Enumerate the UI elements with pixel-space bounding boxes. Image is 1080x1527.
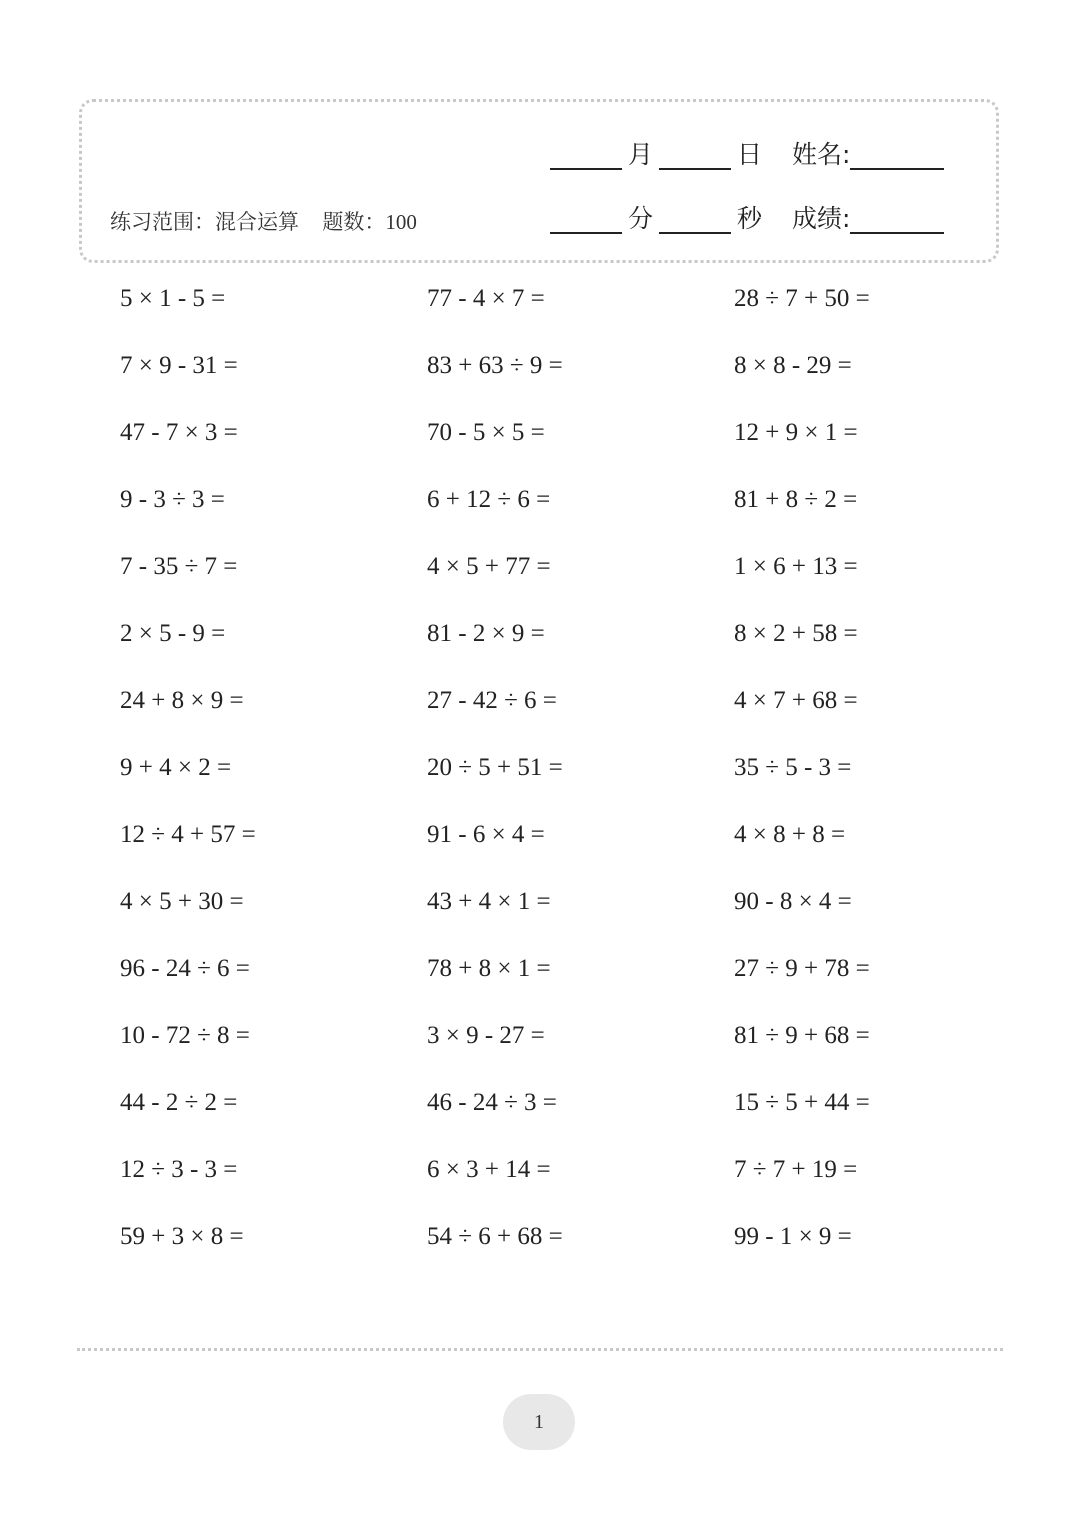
page-number: 1: [534, 1410, 544, 1433]
problem-item: 8 × 2 + 58 =: [734, 620, 858, 647]
name-label: 姓名:: [792, 140, 851, 169]
problem-item: 4 × 8 + 8 =: [734, 821, 846, 848]
problem-item: 96 - 24 ÷ 6 =: [120, 955, 250, 982]
second-blank[interactable]: [659, 202, 731, 234]
month-label: 月: [628, 140, 654, 169]
problem-item: 3 × 9 - 27 =: [427, 1022, 545, 1049]
problem-item: 70 - 5 × 5 =: [427, 419, 545, 446]
problem-item: 47 - 7 × 3 =: [120, 419, 238, 446]
problem-item: 83 + 63 ÷ 9 =: [427, 352, 563, 379]
problem-item: 27 ÷ 9 + 78 =: [734, 955, 870, 982]
problem-item: 20 ÷ 5 + 51 =: [427, 754, 563, 781]
second-label: 秒: [737, 204, 763, 233]
problem-item: 59 + 3 × 8 =: [120, 1223, 244, 1250]
score-label: 成绩:: [792, 204, 851, 233]
problem-item: 90 - 8 × 4 =: [734, 888, 852, 915]
problem-item: 24 + 8 × 9 =: [120, 687, 244, 714]
header-box: [79, 99, 999, 263]
day-blank[interactable]: [659, 138, 731, 170]
problem-item: 6 × 3 + 14 =: [427, 1156, 551, 1183]
practice-range-label: [110, 206, 417, 236]
problem-item: 77 - 4 × 7 =: [427, 285, 545, 312]
problem-item: 35 ÷ 5 - 3 =: [734, 754, 852, 781]
problem-item: 4 × 5 + 30 =: [120, 888, 244, 915]
problem-item: 43 + 4 × 1 =: [427, 888, 551, 915]
problem-item: 78 + 8 × 1 =: [427, 955, 551, 982]
problem-item: 28 ÷ 7 + 50 =: [734, 285, 870, 312]
problem-item: 81 - 2 × 9 =: [427, 620, 545, 647]
day-label: 日: [737, 140, 763, 169]
problem-item: 27 - 42 ÷ 6 =: [427, 687, 557, 714]
score-blank[interactable]: [850, 202, 944, 234]
footer-divider: [77, 1348, 1003, 1351]
problem-item: 44 - 2 ÷ 2 =: [120, 1089, 238, 1116]
name-blank[interactable]: [850, 138, 944, 170]
minute-label: 分: [628, 204, 654, 233]
problem-item: 9 - 3 ÷ 3 =: [120, 486, 225, 513]
problem-item: 4 × 7 + 68 =: [734, 687, 858, 714]
problem-item: 6 + 12 ÷ 6 =: [427, 486, 551, 513]
time-score-row: [550, 194, 944, 234]
problem-item: 10 - 72 ÷ 8 =: [120, 1022, 250, 1049]
problem-item: 54 ÷ 6 + 68 =: [427, 1223, 563, 1250]
minute-blank[interactable]: [550, 202, 622, 234]
problem-item: 12 ÷ 3 - 3 =: [120, 1156, 238, 1183]
problem-item: 7 × 9 - 31 =: [120, 352, 238, 379]
problem-item: 12 ÷ 4 + 57 =: [120, 821, 256, 848]
problem-item: 91 - 6 × 4 =: [427, 821, 545, 848]
problem-item: 81 + 8 ÷ 2 =: [734, 486, 858, 513]
date-name-row: [550, 130, 944, 170]
problem-item: 5 × 1 - 5 =: [120, 285, 226, 312]
count-label: 题数：: [322, 210, 386, 234]
month-blank[interactable]: [550, 138, 622, 170]
problem-item: 2 × 5 - 9 =: [120, 620, 226, 647]
problem-item: 12 + 9 × 1 =: [734, 419, 858, 446]
problem-item: 9 + 4 × 2 =: [120, 754, 232, 781]
range-text: 练习范围：混合运算: [110, 210, 299, 234]
problem-item: 46 - 24 ÷ 3 =: [427, 1089, 557, 1116]
count-value: 100: [385, 210, 417, 234]
problem-item: 7 ÷ 7 + 19 =: [734, 1156, 858, 1183]
problem-item: 1 × 6 + 13 =: [734, 553, 858, 580]
problem-item: 4 × 5 + 77 =: [427, 553, 551, 580]
problem-item: 15 ÷ 5 + 44 =: [734, 1089, 870, 1116]
problem-item: 7 - 35 ÷ 7 =: [120, 553, 238, 580]
page-number-badge: [503, 1394, 575, 1450]
problem-item: 81 ÷ 9 + 68 =: [734, 1022, 870, 1049]
problem-item: 99 - 1 × 9 =: [734, 1223, 852, 1250]
problem-item: 8 × 8 - 29 =: [734, 352, 852, 379]
